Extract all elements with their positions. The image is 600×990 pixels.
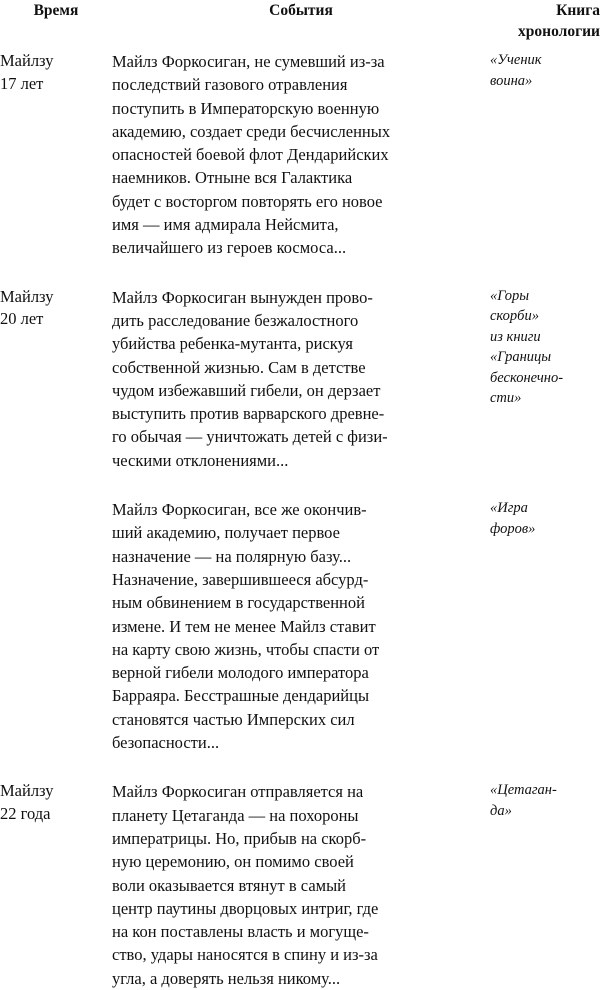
event-line: ным обвинением в государственной	[112, 593, 365, 613]
event-line: ческими отклонениями...	[112, 450, 289, 470]
book-title-line: бесконечно-	[490, 369, 564, 386]
event-line: верной гибели молодого императора	[112, 663, 369, 683]
event-line: последствий газового отравления	[112, 75, 348, 95]
cell-time	[0, 498, 112, 754]
table-header	[0, 0, 600, 42]
event-line: назначение — на полярную базу...	[112, 546, 352, 566]
row-spacer	[0, 260, 600, 286]
event-line: на карту свою жизнь, чтобы спасти от	[112, 639, 380, 659]
event-line: собственной жизнью. Сам в детстве	[112, 357, 366, 377]
book-title-line: «Границы	[490, 349, 552, 366]
book-title-line: воина»	[490, 72, 533, 89]
event-line: безопасности...	[112, 733, 220, 753]
event-line: убийства ребенка-мутанта, рискуя	[112, 334, 353, 354]
cell-events	[112, 780, 490, 990]
row-spacer-cell	[0, 260, 600, 286]
event-line: будет с восторгом повторять его новое	[112, 191, 383, 211]
table-row	[0, 286, 600, 472]
table-row	[0, 498, 600, 754]
event-line: выступить против варварского древне-	[112, 404, 385, 424]
row-spacer	[0, 754, 600, 780]
event-line: Майлз Форкосиган, все же окончив-	[112, 500, 367, 520]
event-line: имя — имя адмирала Нейсмита,	[112, 215, 339, 235]
table-row	[0, 780, 600, 990]
time-line: Майлзу	[0, 781, 54, 801]
cell-book-title	[490, 498, 600, 754]
event-line: ство, удары наносятся в спину и из-за	[112, 945, 378, 965]
event-line: Майлз Форкосиган, не сумевший из-за	[112, 52, 385, 71]
event-line: императрицы. Но, прибыв на скорб-	[112, 828, 367, 848]
cell-events	[112, 498, 490, 754]
event-line: Назначение, завершившееся абсурд-	[112, 569, 369, 589]
column-header-time: Время	[33, 2, 79, 19]
time-line: 22 года	[0, 803, 51, 823]
table-header-row	[0, 0, 600, 42]
book-title-line: «Горы	[490, 287, 530, 304]
event-line: Майлз Форкосиган отправляется на	[112, 782, 364, 802]
book-title-line: «Ученик	[490, 52, 542, 68]
event-line: поступить в Императорскую военную	[112, 98, 380, 118]
event-line: чудом избежавший гибели, он дерзает	[112, 380, 381, 400]
book-title-line: из книги	[490, 328, 541, 345]
row-spacer-cell	[0, 472, 600, 498]
book-title-line: скорби»	[490, 308, 539, 325]
time-line: 20 лет	[0, 309, 44, 329]
book-title-line: сти»	[490, 390, 522, 407]
column-header-book	[490, 0, 600, 42]
event-line: ший академию, получает первое	[112, 523, 340, 543]
event-line: становятся частью Имперских сил	[112, 709, 355, 729]
cell-time	[0, 780, 112, 990]
time-line: Майлзу	[0, 286, 54, 306]
event-line: центр паутины дворцовых интриг, где	[112, 898, 379, 918]
row-spacer-cell	[0, 754, 600, 780]
row-spacer	[0, 472, 600, 498]
column-header-book-line-2: хронологии	[518, 23, 600, 40]
cell-events	[112, 286, 490, 472]
table-body	[0, 42, 600, 990]
table-row	[0, 42, 600, 260]
cell-time	[0, 42, 112, 260]
time-line: Майлзу	[0, 51, 54, 70]
time-line: 17 лет	[0, 73, 44, 93]
event-line: измене. И тем не менее Майлз ставит	[112, 616, 376, 636]
event-line: планету Цетаганда — на похороны	[112, 805, 359, 825]
book-title-line: форов»	[490, 520, 536, 537]
event-line: на кон поставлены власть и могуще-	[112, 922, 369, 942]
event-line: величайшего из героев космоса...	[112, 238, 347, 258]
event-line: Майлз Форкосиган вынужден прово-	[112, 287, 373, 307]
event-line: го обычая — уничтожать детей с физи-	[112, 427, 388, 447]
column-header-events: События	[269, 2, 333, 19]
event-line: угла, а доверять нельзя никому...	[112, 968, 341, 988]
cell-time	[0, 286, 112, 472]
event-line: воли оказывается втянут в самый	[112, 875, 347, 895]
column-header-book-line-1: Книга	[556, 2, 600, 19]
cell-book-title	[490, 780, 600, 990]
event-line: Барраяра. Бесстрашные дендарийцы	[112, 686, 370, 706]
event-line: дить расследование безжалостного	[112, 310, 359, 330]
book-title-line: «Цетаган-	[490, 782, 557, 799]
cell-book-title	[490, 42, 600, 260]
event-line: опасностей боевой флот Дендарийских	[112, 145, 389, 165]
event-line: наемников. Отныне вся Галактика	[112, 168, 353, 188]
cell-events	[112, 42, 490, 260]
event-line: академию, создает среди бесчисленных	[112, 121, 391, 141]
event-line: ную церемонию, он помимо своей	[112, 852, 354, 872]
book-title-line: да»	[490, 802, 512, 819]
book-title-line: «Игра	[490, 500, 528, 517]
cell-book-title	[490, 286, 600, 472]
